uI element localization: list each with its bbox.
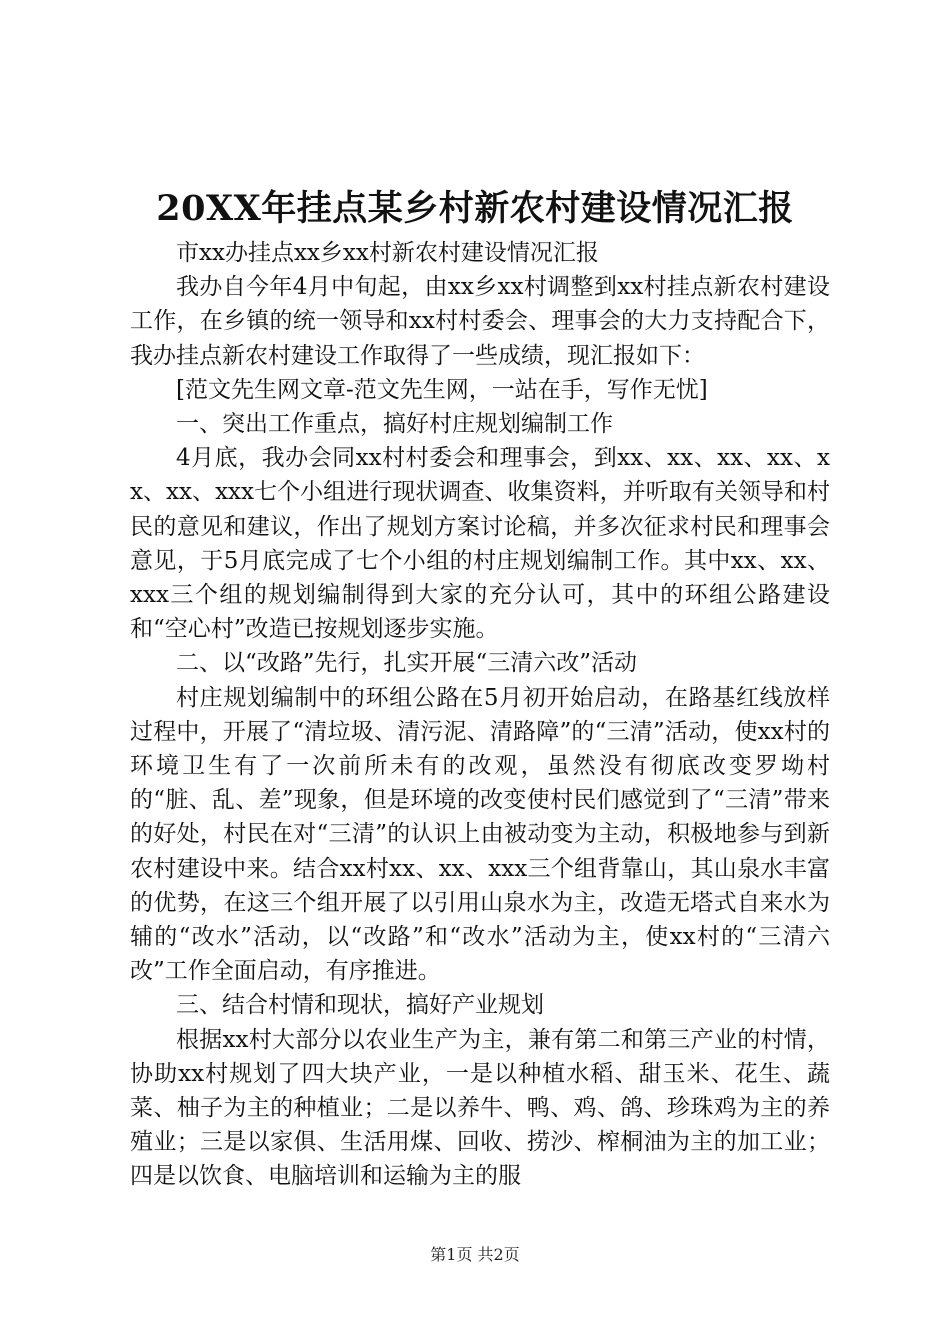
document-title: 20XX年挂点某乡村新农村建设情况汇报 [156, 188, 794, 229]
section-heading-2: 二、以“改路”先行，扎实开展“三清六改”活动 [176, 650, 638, 677]
paragraph-source-note: [范文先生网文章-范文先生网，一站在手，写作无忧] [176, 376, 708, 403]
section-heading-3: 三、结合村情和现状，搞好产业规划 [176, 992, 544, 1019]
paragraph-intro: 我办自今年4月中旬起，由xx乡xx村调整到xx村挂点新农村建设工作，在乡镇的统一领导和xx村村委会、理事会的大力支持配合下，我办挂点新农村建设工作取得了一些成绩，现汇报如下： [130, 274, 830, 369]
paragraph-section-2: 村庄规划编制中的环组公路在5月初开始启动，在路基红线放样过程中，开展了“清垃圾、清污泥、清路障”的“三清”活动，使xx村的环境卫生有了一次前所未有的改观，虽然没有彻底改变罗坳村的“脏、乱、差”现象，但是环境的改变使村民们感觉到了“三清”带来的好处，村民在对“三清”的认识上由被动变为主动，积极地参与到新农村建设中来。结合xx村xx、xx、xxx三个组背靠山，其山泉水丰富的优势，在这三个组开展了以引用山泉水为主，改造无塔式自来水为辅的“改水”活动，以“改路”和“改水”活动为主，使xx村的“三清六改”工作全面启动，有序推进。 [130, 684, 830, 985]
paragraph-section-3: 根据xx村大部分以农业生产为主，兼有第二和第三产业的村情，协助xx村规划了四大块产业，一是以种植水稻、甜玉米、花生、蔬菜、柚子为主的种植业；二是以养牛、鸭、鸡、鸽、珍珠鸡为主的养殖业；三是以家俱、生活用煤、回收、捞沙、榨桐油为主的加工业；四是以饮食、电脑培训和运输为主的服 [130, 1026, 830, 1190]
page-footer: 第1页 共2页 [430, 1245, 520, 1264]
paragraph-subtitle: 市xx办挂点xx乡xx村新农村建设情况汇报 [176, 240, 599, 266]
paragraph-section-1: 4月底，我办会同xx村村委会和理事会，到xx、xx、xx、xx、xx、xx、xxx七个小组进行现状调查、收集资料，并听取有关领导和村民的意见和建议，作出了规划方案讨论稿，并多次征求村民和理事会意见，于5月底完成了七个小组的村庄规划编制工作。其中xx、xx、xxx三个组的规划编制得到大家的充分认可，其中的环组公路建设和“空心村”改造已按规划逐步实施。 [130, 445, 830, 643]
section-heading-1: 一、突出工作重点，搞好村庄规划编制工作 [176, 411, 613, 438]
document-body [130, 236, 830, 1194]
